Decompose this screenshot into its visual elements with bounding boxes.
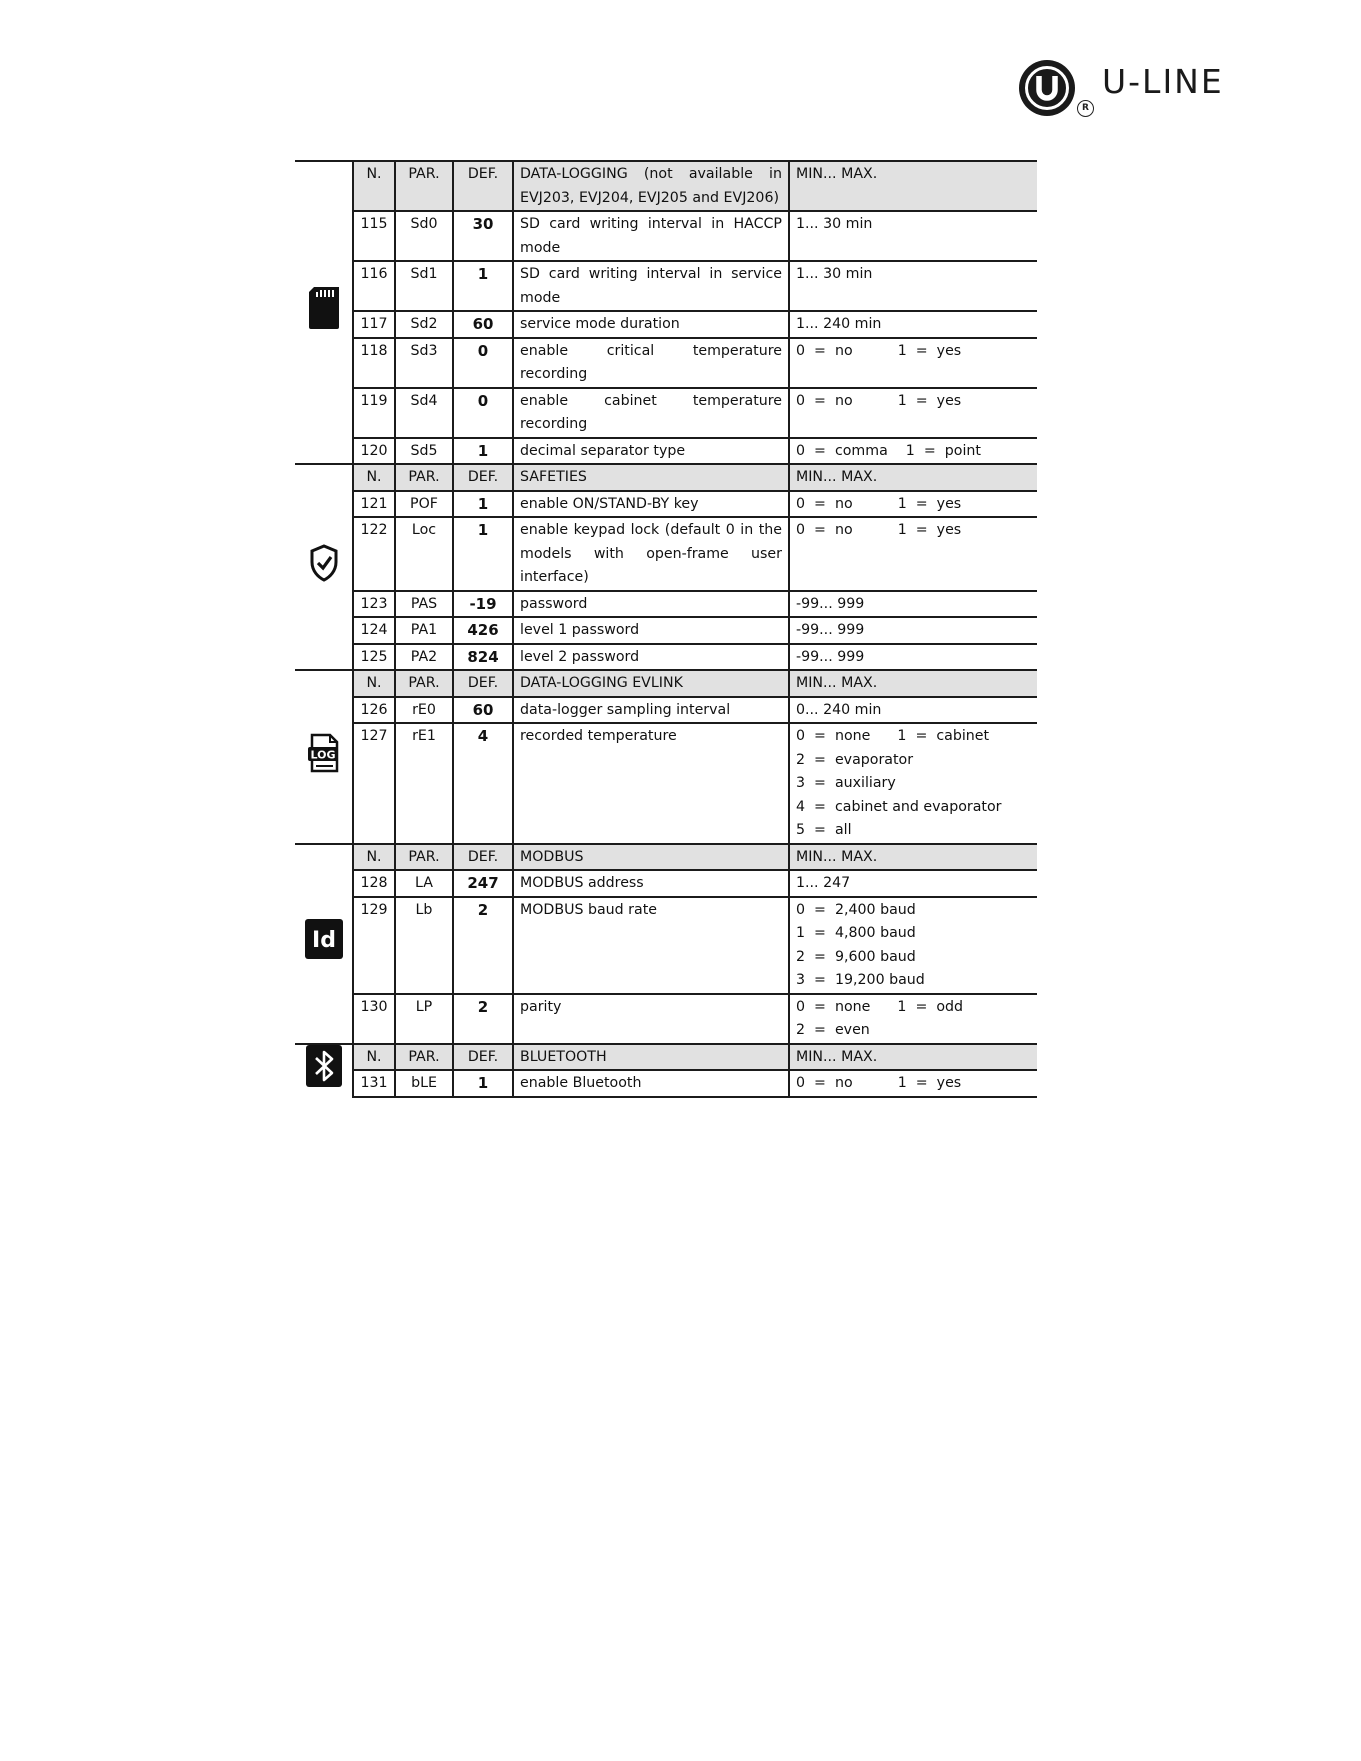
param-number: 119 — [353, 388, 395, 438]
param-range — [789, 617, 1037, 644]
param-default: 824 — [453, 644, 513, 671]
param-default: 1 — [453, 261, 513, 311]
param-description: service mode duration — [513, 311, 789, 338]
range-line: 0 = no 1 = yes — [796, 495, 962, 512]
section-icon-cell — [295, 161, 353, 464]
range-line: 3 = auxiliary — [796, 775, 896, 791]
parameter-row — [295, 338, 1037, 388]
u-line-circle-logo-icon — [1018, 59, 1076, 117]
log-file-icon — [306, 733, 342, 782]
param-code: rE0 — [395, 697, 453, 724]
col-header-def: DEF. — [453, 844, 513, 871]
parameter-row — [295, 388, 1037, 438]
registered-mark: R — [1077, 100, 1094, 117]
param-range — [789, 994, 1037, 1044]
param-default: 30 — [453, 211, 513, 261]
col-header-range: MIN... MAX. — [789, 670, 1037, 697]
parameter-table-container — [295, 160, 1037, 1098]
param-number: 120 — [353, 438, 395, 465]
param-number: 122 — [353, 517, 395, 591]
range-line: 2 = even — [796, 1022, 870, 1038]
param-description: level 1 password — [513, 617, 789, 644]
range-line: -99... 999 — [796, 648, 865, 665]
range-line: 2 = evaporator — [796, 751, 914, 768]
range-line: 1... 240 min — [796, 316, 882, 332]
section-icon-cell — [295, 1044, 353, 1097]
param-code: POF — [395, 491, 453, 518]
param-description: SD card writing interval in service mode — [513, 261, 789, 311]
param-number: 117 — [353, 311, 395, 338]
param-range — [789, 870, 1037, 897]
range-line: 0... 240 min — [796, 701, 882, 718]
col-header-par: PAR. — [395, 464, 453, 491]
section-icon-cell — [295, 464, 353, 670]
parameter-table — [295, 160, 1037, 1098]
param-default: 426 — [453, 617, 513, 644]
param-range — [789, 261, 1037, 311]
section-title: DATA-LOGGING EVLINK — [513, 670, 789, 697]
param-default: 1 — [453, 438, 513, 465]
id-badge-icon — [305, 919, 343, 968]
param-description: enable keypad lock (default 0 in the models with open-frame user interface) — [513, 517, 789, 591]
brand-logo — [1018, 55, 1270, 120]
range-line: -99... 999 — [796, 595, 865, 612]
col-header-range: MIN... MAX. — [789, 161, 1037, 211]
param-description: MODBUS address — [513, 870, 789, 897]
range-line: 0 = 2,400 baud — [796, 901, 916, 918]
parameter-row — [295, 517, 1037, 591]
param-range — [789, 897, 1037, 994]
parameter-row — [295, 311, 1037, 338]
col-header-range: MIN... MAX. — [789, 464, 1037, 491]
range-line: 5 = all — [796, 822, 852, 838]
param-number: 130 — [353, 994, 395, 1044]
param-number: 115 — [353, 211, 395, 261]
param-description: password — [513, 591, 789, 618]
param-default: 60 — [453, 697, 513, 724]
col-header-n: N. — [353, 670, 395, 697]
param-default: -19 — [453, 591, 513, 618]
param-description: parity — [513, 994, 789, 1044]
param-number: 121 — [353, 491, 395, 518]
range-line: 0 = none 1 = cabinet — [796, 728, 990, 744]
range-line: 0 = no 1 = yes — [796, 342, 962, 359]
section-header-row — [295, 161, 1037, 211]
col-header-range: MIN... MAX. — [789, 1044, 1037, 1071]
param-range — [789, 438, 1037, 465]
param-code: bLE — [395, 1070, 453, 1097]
param-code: Sd4 — [395, 388, 453, 438]
parameter-row — [295, 723, 1037, 844]
col-header-par: PAR. — [395, 670, 453, 697]
param-default: 1 — [453, 491, 513, 518]
parameter-row — [295, 617, 1037, 644]
section-icon-cell — [295, 844, 353, 1044]
param-number: 131 — [353, 1070, 395, 1097]
param-number: 125 — [353, 644, 395, 671]
col-header-par: PAR. — [395, 1044, 453, 1071]
range-line: 0 = no 1 = yes — [796, 522, 962, 538]
param-range — [789, 697, 1037, 724]
section-title: DATA-LOGGING (not available in EVJ203, EVJ204, EVJ205 and EVJ206) — [513, 161, 789, 211]
param-range — [789, 723, 1037, 844]
param-number: 126 — [353, 697, 395, 724]
param-code: PA2 — [395, 644, 453, 671]
parameter-row — [295, 591, 1037, 618]
section-title: SAFETIES — [513, 464, 789, 491]
param-range — [789, 491, 1037, 518]
parameter-row — [295, 261, 1037, 311]
param-description: data-logger sampling interval — [513, 697, 789, 724]
param-number: 128 — [353, 870, 395, 897]
col-header-par: PAR. — [395, 161, 453, 211]
section-header-row — [295, 1044, 1037, 1071]
param-number: 129 — [353, 897, 395, 994]
col-header-par: PAR. — [395, 844, 453, 871]
range-line: 1... 247 — [796, 875, 851, 891]
param-default: 247 — [453, 870, 513, 897]
param-range — [789, 388, 1037, 438]
range-line: -99... 999 — [796, 622, 865, 638]
param-description: enable ON/STAND-BY key — [513, 491, 789, 518]
col-header-n: N. — [353, 161, 395, 211]
range-line: 1 = 4,800 baud — [796, 925, 916, 941]
param-description: enable critical temperature recording — [513, 338, 789, 388]
id-icon-text: Id — [311, 928, 336, 954]
section-title: MODBUS — [513, 844, 789, 871]
parameter-row — [295, 438, 1037, 465]
col-header-n: N. — [353, 1044, 395, 1071]
param-number: 124 — [353, 617, 395, 644]
param-code: Sd0 — [395, 211, 453, 261]
param-default: 4 — [453, 723, 513, 844]
param-default: 60 — [453, 311, 513, 338]
param-description: decimal separator type — [513, 438, 789, 465]
param-description: enable Bluetooth — [513, 1070, 789, 1097]
param-description: enable cabinet temperature recording — [513, 388, 789, 438]
parameter-row — [295, 994, 1037, 1044]
range-line: 2 = 9,600 baud — [796, 948, 916, 965]
param-code: Sd5 — [395, 438, 453, 465]
param-default: 2 — [453, 897, 513, 994]
param-code: Sd1 — [395, 261, 453, 311]
col-header-def: DEF. — [453, 1044, 513, 1071]
range-line: 4 = cabinet and evaporator — [796, 798, 1002, 815]
param-range — [789, 211, 1037, 261]
param-description: MODBUS baud rate — [513, 897, 789, 994]
param-default: 0 — [453, 388, 513, 438]
param-description: SD card writing interval in HACCP mode — [513, 211, 789, 261]
brand-name: U-LINE — [1102, 62, 1224, 101]
param-range — [789, 338, 1037, 388]
col-header-n: N. — [353, 844, 395, 871]
col-header-def: DEF. — [453, 464, 513, 491]
param-number: 127 — [353, 723, 395, 844]
sd-card-icon — [309, 287, 339, 338]
param-range — [789, 644, 1037, 671]
param-range — [789, 1070, 1037, 1097]
param-code: rE1 — [395, 723, 453, 844]
parameter-row — [295, 644, 1037, 671]
param-code: Lb — [395, 897, 453, 994]
param-default: 1 — [453, 1070, 513, 1097]
param-default: 0 — [453, 338, 513, 388]
param-code: PAS — [395, 591, 453, 618]
log-icon-text: LOG — [310, 748, 335, 761]
param-range — [789, 517, 1037, 591]
param-code: Loc — [395, 517, 453, 591]
col-header-def: DEF. — [453, 670, 513, 697]
param-number: 116 — [353, 261, 395, 311]
param-default: 1 — [453, 517, 513, 591]
bluetooth-icon — [306, 1045, 342, 1096]
param-number: 123 — [353, 591, 395, 618]
param-range — [789, 591, 1037, 618]
param-code: LP — [395, 994, 453, 1044]
parameter-row — [295, 211, 1037, 261]
param-description: recorded temperature — [513, 723, 789, 844]
param-code: Sd3 — [395, 338, 453, 388]
section-header-row — [295, 464, 1037, 491]
section-header-row — [295, 670, 1037, 697]
section-header-row — [295, 844, 1037, 871]
parameter-row — [295, 870, 1037, 897]
param-description: level 2 password — [513, 644, 789, 671]
param-range — [789, 311, 1037, 338]
parameter-row — [295, 1070, 1037, 1097]
parameter-row — [295, 697, 1037, 724]
range-line: 0 = no 1 = yes — [796, 392, 962, 409]
section-title: BLUETOOTH — [513, 1044, 789, 1071]
section-icon-cell — [295, 670, 353, 844]
parameter-row — [295, 897, 1037, 994]
shield-check-icon — [309, 544, 339, 591]
param-number: 118 — [353, 338, 395, 388]
param-code: Sd2 — [395, 311, 453, 338]
param-default: 2 — [453, 994, 513, 1044]
col-header-range: MIN... MAX. — [789, 844, 1037, 871]
parameter-row — [295, 491, 1037, 518]
range-line: 3 = 19,200 baud — [796, 972, 925, 988]
range-line: 0 = none 1 = odd — [796, 998, 964, 1015]
col-header-def: DEF. — [453, 161, 513, 211]
range-line: 1... 30 min — [796, 216, 873, 232]
range-line: 0 = no 1 = yes — [796, 1075, 962, 1091]
param-code: LA — [395, 870, 453, 897]
range-line: 0 = comma 1 = point — [796, 442, 981, 459]
col-header-n: N. — [353, 464, 395, 491]
param-code: PA1 — [395, 617, 453, 644]
range-line: 1... 30 min — [796, 266, 873, 282]
